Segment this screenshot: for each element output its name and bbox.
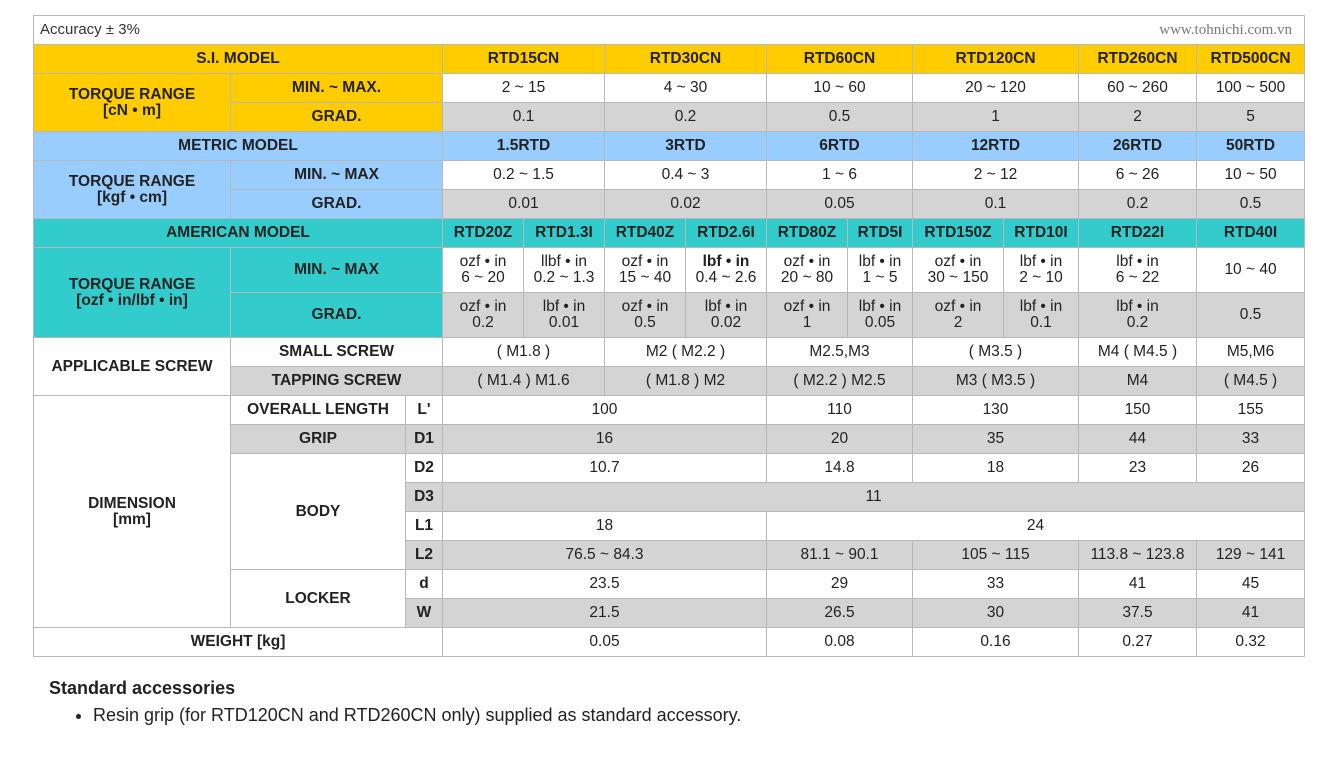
d3-symbol: D3 [406, 483, 443, 512]
d-value: 29 [767, 570, 913, 599]
tapping-screw-value: M4 [1079, 367, 1197, 396]
si-model-name: RTD120CN [913, 45, 1079, 74]
metric-grad-value: 0.05 [767, 190, 913, 219]
small-screw-value: M2.5,M3 [767, 338, 913, 367]
american-minmax-cell [1079, 248, 1197, 293]
small-screw-value: ( M3.5 ) [913, 338, 1079, 367]
grad-text: 1 [802, 314, 812, 331]
metric-minmax-value: 0.2 ~ 1.5 [443, 161, 605, 190]
w-value: 21.5 [443, 599, 767, 628]
si-model-name: RTD260CN [1079, 45, 1197, 74]
grad-text: 2 [953, 314, 963, 331]
tapping-screw-value: ( M1.4 ) M1.6 [443, 367, 605, 396]
si-minmax-label: MIN. ~ MAX. [231, 74, 443, 103]
american-model-name: RTD1.3I [524, 219, 605, 248]
grad-text: 0.2 [1126, 314, 1149, 331]
range-text: 6 ~ 22 [1115, 269, 1160, 286]
si-grad-value: 0.5 [767, 103, 913, 132]
d2-value: 10.7 [443, 454, 767, 483]
unit-text: lbf • in [704, 298, 748, 315]
american-grad-label: GRAD. [231, 293, 443, 338]
unit-text: llbf • in [541, 253, 587, 270]
standard-accessories [49, 678, 741, 725]
metric-grad-label: GRAD. [231, 190, 443, 219]
range-text: 20 ~ 80 [780, 269, 834, 286]
dimension-unit: [mm] [113, 510, 151, 528]
overall-length-value: 130 [913, 396, 1079, 425]
american-minmax-value: 10 ~ 40 [1197, 248, 1305, 293]
overall-length-symbol: L' [406, 396, 443, 425]
american-model-name: RTD10I [1004, 219, 1079, 248]
american-model-name: RTD22I [1079, 219, 1197, 248]
tapping-screw-value: M3 ( M3.5 ) [913, 367, 1079, 396]
w-value: 37.5 [1079, 599, 1197, 628]
range-text: 2 ~ 10 [1019, 269, 1063, 286]
w-symbol: W [406, 599, 443, 628]
metric-model-name: 6RTD [767, 132, 913, 161]
unit-text: ozf • in [783, 253, 831, 270]
american-model-name: RTD150Z [913, 219, 1004, 248]
body-label: BODY [231, 454, 406, 570]
small-screw-label: SMALL SCREW [231, 338, 443, 367]
american-minmax-cell [848, 248, 913, 293]
si-minmax-value: 4 ~ 30 [605, 74, 767, 103]
l1-value: 18 [443, 512, 767, 541]
unit-text: lbf • in [1116, 253, 1159, 270]
unit-text: ozf • in [934, 298, 982, 315]
american-minmax-cell [605, 248, 686, 293]
overall-length-value: 150 [1079, 396, 1197, 425]
d-symbol: d [406, 570, 443, 599]
si-range-unit: [cN • m] [103, 101, 161, 119]
unit-text: ozf • in [459, 298, 507, 315]
weight-value: 0.27 [1079, 628, 1197, 657]
american-minmax-cell [686, 248, 767, 293]
watermark: www.tohnichi.com.vn [1159, 22, 1293, 38]
american-grad-cell [686, 293, 767, 338]
applicable-screw-label: APPLICABLE SCREW [34, 338, 231, 396]
si-minmax-value: 2 ~ 15 [443, 74, 605, 103]
metric-minmax-value: 2 ~ 12 [913, 161, 1079, 190]
overall-length-value: 100 [443, 396, 767, 425]
metric-grad-value: 0.5 [1197, 190, 1305, 219]
american-minmax-cell [913, 248, 1004, 293]
si-minmax-value: 10 ~ 60 [767, 74, 913, 103]
grad-text: 0.1 [1030, 314, 1052, 331]
tapping-screw-label: TAPPING SCREW [231, 367, 443, 396]
l2-value: 81.1 ~ 90.1 [767, 541, 913, 570]
metric-model-name: 26RTD [1079, 132, 1197, 161]
grad-text: 0.2 [472, 314, 494, 331]
unit-text: lbf • in [1019, 253, 1063, 270]
grip-label: GRIP [231, 425, 406, 454]
accessories-title: Standard accessories [49, 678, 236, 698]
metric-grad-value: 0.1 [913, 190, 1079, 219]
si-grad-label: GRAD. [231, 103, 443, 132]
unit-text: ozf • in [459, 253, 507, 270]
d2-value: 14.8 [767, 454, 913, 483]
unit-text: lbf • in [858, 298, 902, 315]
american-model-name: RTD20Z [443, 219, 524, 248]
l2-value: 76.5 ~ 84.3 [443, 541, 767, 570]
american-range-unit: [ozf • in/lbf • in] [76, 291, 188, 309]
d2-value: 26 [1197, 454, 1305, 483]
si-model-name: RTD30CN [605, 45, 767, 74]
si-model-name: RTD60CN [767, 45, 913, 74]
si-grad-value: 1 [913, 103, 1079, 132]
grad-text: 0.5 [634, 314, 656, 331]
american-range-title: TORQUE RANGE [68, 275, 196, 293]
unit-text: ozf • in [621, 298, 669, 315]
unit-text: lbf • in [858, 253, 902, 270]
american-grad-cell [524, 293, 605, 338]
american-model-name: RTD5I [848, 219, 913, 248]
accessories-list [49, 705, 741, 725]
d2-value: 18 [913, 454, 1079, 483]
l1-symbol: L1 [406, 512, 443, 541]
range-text: 6 ~ 20 [461, 269, 505, 286]
metric-model-name: 1.5RTD [443, 132, 605, 161]
range-text: 0.4 ~ 2.6 [695, 269, 757, 286]
si-range-title: TORQUE RANGE [68, 85, 196, 103]
l2-value: 105 ~ 115 [913, 541, 1079, 570]
american-model-name: RTD80Z [767, 219, 848, 248]
si-model-label: S.I. MODEL [34, 45, 443, 74]
d3-value: 11 [443, 483, 1305, 512]
weight-value: 0.16 [913, 628, 1079, 657]
weight-value: 0.05 [443, 628, 767, 657]
weight-value: 0.08 [767, 628, 913, 657]
unit-text: lbf • in [542, 298, 586, 315]
metric-grad-value: 0.02 [605, 190, 767, 219]
american-grad-cell [1004, 293, 1079, 338]
grip-value: 35 [913, 425, 1079, 454]
weight-value: 0.32 [1197, 628, 1305, 657]
small-screw-value: M4 ( M4.5 ) [1079, 338, 1197, 367]
d2-value: 23 [1079, 454, 1197, 483]
american-model-label: AMERICAN MODEL [34, 219, 443, 248]
locker-label: LOCKER [231, 570, 406, 628]
grad-text: 0.01 [548, 314, 580, 331]
grip-value: 44 [1079, 425, 1197, 454]
american-minmax-cell [1004, 248, 1079, 293]
metric-minmax-value: 10 ~ 50 [1197, 161, 1305, 190]
grip-value: 33 [1197, 425, 1305, 454]
si-minmax-value: 60 ~ 260 [1079, 74, 1197, 103]
metric-grad-value: 0.2 [1079, 190, 1197, 219]
metric-minmax-value: 6 ~ 26 [1079, 161, 1197, 190]
metric-torque-range-label [34, 161, 231, 219]
american-minmax-cell [767, 248, 848, 293]
tapping-screw-value: ( M1.8 ) M2 [605, 367, 767, 396]
range-text: 15 ~ 40 [618, 269, 672, 286]
l2-value: 129 ~ 141 [1197, 541, 1305, 570]
si-grad-value: 0.1 [443, 103, 605, 132]
d-value: 23.5 [443, 570, 767, 599]
american-minmax-cell [524, 248, 605, 293]
si-model-name: RTD500CN [1197, 45, 1305, 74]
metric-range-unit: [kgf • cm] [96, 188, 167, 206]
metric-model-label: METRIC MODEL [34, 132, 443, 161]
si-grad-value: 5 [1197, 103, 1305, 132]
tapping-screw-value: ( M4.5 ) [1197, 367, 1305, 396]
si-minmax-value: 20 ~ 120 [913, 74, 1079, 103]
d2-symbol: D2 [406, 454, 443, 483]
grip-symbol: D1 [406, 425, 443, 454]
metric-model-name: 50RTD [1197, 132, 1305, 161]
unit-text: ozf • in [621, 253, 669, 270]
american-model-name: RTD40Z [605, 219, 686, 248]
american-model-name: RTD40I [1197, 219, 1305, 248]
american-grad-cell [848, 293, 913, 338]
metric-minmax-value: 0.4 ~ 3 [605, 161, 767, 190]
accuracy-note: Accuracy ± 3% [40, 21, 140, 38]
range-text: 1 ~ 5 [862, 269, 898, 286]
small-screw-value: M5,M6 [1197, 338, 1305, 367]
american-grad-cell [767, 293, 848, 338]
metric-minmax-value: 1 ~ 6 [767, 161, 913, 190]
si-grad-value: 2 [1079, 103, 1197, 132]
w-value: 41 [1197, 599, 1305, 628]
small-screw-value: M2 ( M2.2 ) [605, 338, 767, 367]
weight-label: WEIGHT [kg] [34, 628, 443, 657]
grad-text: 0.02 [710, 314, 742, 331]
range-text: 30 ~ 150 [927, 269, 989, 286]
overall-length-label: OVERALL LENGTH [231, 396, 406, 425]
dimension-label [34, 396, 231, 628]
american-grad-cell [605, 293, 686, 338]
american-grad-cell [913, 293, 1004, 338]
grad-text: 0.05 [864, 314, 896, 331]
small-screw-value: ( M1.8 ) [443, 338, 605, 367]
l2-value: 113.8 ~ 123.8 [1079, 541, 1197, 570]
si-model-name: RTD15CN [443, 45, 605, 74]
american-minmax-label: MIN. ~ MAX [231, 248, 443, 293]
accuracy-cell [34, 16, 1305, 45]
range-text: 0.2 ~ 1.3 [533, 269, 595, 286]
tapping-screw-value: ( M2.2 ) M2.5 [767, 367, 913, 396]
unit-text: lbf • in [1116, 298, 1159, 315]
overall-length-value: 155 [1197, 396, 1305, 425]
unit-text: lbf • in [702, 253, 750, 270]
dimension-title: DIMENSION [88, 494, 176, 512]
unit-text: ozf • in [783, 298, 831, 315]
grip-value: 20 [767, 425, 913, 454]
si-grad-value: 0.2 [605, 103, 767, 132]
w-value: 30 [913, 599, 1079, 628]
l1-value: 24 [767, 512, 1305, 541]
unit-text: lbf • in [1019, 298, 1063, 315]
american-minmax-cell [443, 248, 524, 293]
w-value: 26.5 [767, 599, 913, 628]
l2-symbol: L2 [406, 541, 443, 570]
metric-model-name: 3RTD [605, 132, 767, 161]
d-value: 41 [1079, 570, 1197, 599]
american-grad-cell [1079, 293, 1197, 338]
accessory-item: • Resin grip (for RTD120CN and RTD260CN only) supplied as standard accessory. [93, 705, 741, 725]
metric-minmax-label: MIN. ~ MAX [231, 161, 443, 190]
si-torque-range-label [34, 74, 231, 132]
d-value: 45 [1197, 570, 1305, 599]
metric-model-name: 12RTD [913, 132, 1079, 161]
spec-table [33, 15, 1305, 657]
grip-value: 16 [443, 425, 767, 454]
d-value: 33 [913, 570, 1079, 599]
si-minmax-value: 100 ~ 500 [1197, 74, 1305, 103]
american-model-name: RTD2.6I [686, 219, 767, 248]
american-grad-value: 0.5 [1197, 293, 1305, 338]
metric-grad-value: 0.01 [443, 190, 605, 219]
american-torque-range-label [34, 248, 231, 338]
metric-range-title: TORQUE RANGE [68, 172, 196, 190]
overall-length-value: 110 [767, 396, 913, 425]
american-grad-cell [443, 293, 524, 338]
unit-text: ozf • in [934, 253, 982, 270]
